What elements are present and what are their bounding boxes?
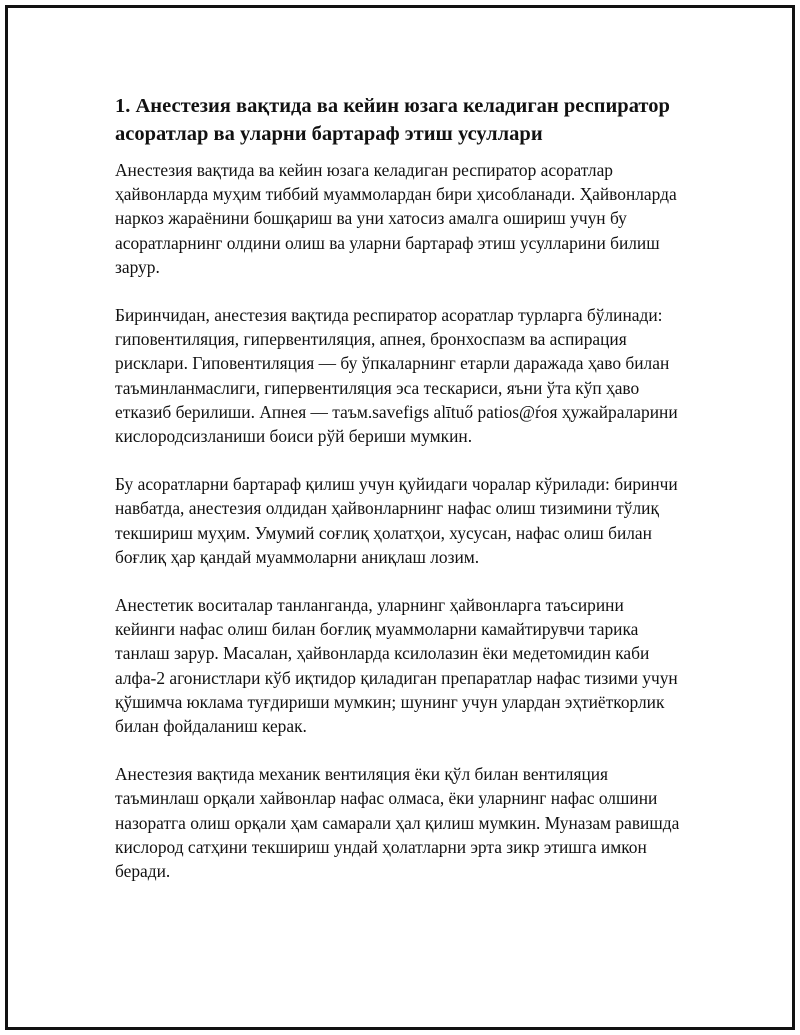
paragraph-5: Анестезия вақтида механик вентиляция ёки қўл билан вентиляция таъминлаш орқали хайвонлар нафас олмаса, ёки уларнинг нафас олшини назоратга олиш орқали ҳам самарали ҳал қилиш мумкин. Муназам равишда кислород сатҳини текшириш ундай ҳолатларни эрта зикр этишга имкон беради.	[115, 764, 680, 882]
paragraph-3: Бу асоратларни бартараф қилиш учун қуйидаги чоралар кўрилади: биринчи навбатда, анестезия олдидан ҳайвонларнинг нафас олиш тизимини тўлиқ текшириш муҳим. Умумий соғлиқ ҳолатҳои, хусусан, нафас олиш билан боғлиқ ҳар қандай муаммоларни аниқлаш лозим.	[115, 474, 678, 567]
paragraph-4: Анестетик воситалар танланганда, уларнинг ҳайвонларга таъсирини кейинги нафас олиш билан боғлиқ муаммоларни камайтирувчи тарика танлаш зарур. Масалан, ҳайвонларда ксилолазин ёки медетомидин каби алфа-2 агонистлари кўб иқтидор қиладиган препаратлар нафас тизими учун қўшимча юклама туғдириши мумкин; шунинг учун улардан эҳтиёткорлик билан фойдаланиш керак.	[115, 595, 678, 737]
paragraph-1: Анестезия вақтида ва кейин юзага келадиган респиратор асоратлар ҳайвонларда муҳим тиббий муаммолардан бири ҳисобланади. Ҳайвонларда наркоз жараёнини бошқариш ва уни хатосиз амалга ошириш учун бу асоратларнинг олдини олиш ва уларни бартараф этиш усулларини билиш зарур.	[115, 160, 677, 277]
paragraph-2: Биринчидан, анестезия вақтида респиратор асоратлар турларга бўлинади: гиповентиляция, гипервентиляция, апнея, бронхоспазм ва аспирация рисклари. Гиповентиляция — бу ўпкаларнинг етарли даражада ҳаво билан таъминланмаслиги, гипервентиляция эса тескариси, яъни ўта кўп ҳаво етказиб берилиши. Апнея — таъм.savefigs alītuő patios@ŕoя ҳужайраларини кислородсизланиши боиси рўй бериши мумкин.	[115, 305, 678, 447]
document-body	[115, 92, 685, 907]
section-heading: 1. Анестезия вақтида ва кейин юзага келадиган респиратор асоратлар ва уларни бартараф этиш усуллари	[115, 95, 670, 145]
